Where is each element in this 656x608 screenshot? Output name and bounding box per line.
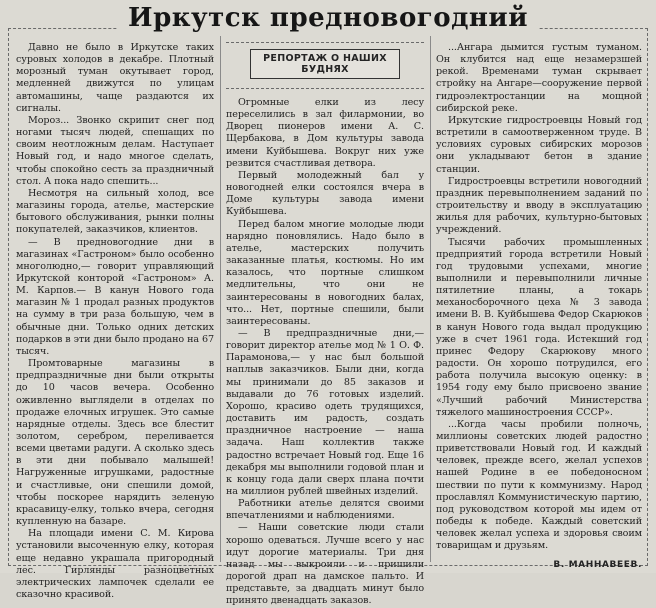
paragraph: ...Ангара дымится густым туманом. Он клубится над еще незамерзшей рекой. Временами туман скрывает стройку на Ангаре—сооружение первой гидроэлектростанции на мощной сибирской реке. [436,42,642,114]
paragraph: Давно не было в Иркутске таких суровых холодов в декабре. Плотный морозный туман окутывает город, медленней движутся по улицам автомашины, чаще раздаются их сигналы. [16,42,214,114]
paragraph: Огромные елки из лесу переселились в зал филармонии, во Дворец пионеров имени А. С. Щербакова, в Дом культуры завода имени Куйбышева. Вокруг них уже резвится счастливая детвора. [226,97,424,169]
column-1 [16,42,214,601]
paragraph: Перед балом многие молодые люди нарядно поновлялись. Надо было в ателье, мастерских получить заказанные платья, костюмы. Но им казалось, что портные слишком медлительны, что они не заинтересованы в новогодних балах, что... Нет, портные спешили, были заинтересованы. [226,218,424,327]
paragraph: Промтоварные магазины в предпраздничные дни были открыты до 10 часов вечера. Особенно оживленно выглядели в отделах по продаже елочных игрушек. Это самые нарядные отделы. Здесь все блестит золотом, серебром, переливается всеми цветами радуги. А сколько здесь в эти дни побывало малышей! Нагруженные игрушками, радостные и счастливые, они спешили домой, чтобы поскорее нарядить зеленую красавицу-елку, только вчера, сегодня купленную на базаре. [16,358,214,528]
column-divider [430,36,431,562]
column-2 [226,42,424,607]
paragraph: Гидростроевцы встретили новогодний праздник перевыполнением заданий по строительству и вводу в эксплуатацию жилья для рабочих, культурно-бытовых учреждений. [436,175,642,236]
paragraph: — Наши советские люди стали хорошо одеваться. Лучше всего у нас идут дорогие материалы. Три дня назад мы выкроили и пришили дорогой драп на дамское пальто. И представьте, за двадцать минут было принято двенадцать заказов. [226,522,424,607]
paragraph: — В предпраздничные дни,— говорит директор ателье мод № 1 О. Ф. Парамонова,— у нас был большой наплыв заказчиков. Были дни, когда мы принимали до 85 заказов и выдавали до 76 готовых изделий. Хорошо, красиво одеть трудящихся, доставить им радость, создать праздничное настроение — наша задача. Наш коллектив также радостно встречает Новый год. Еще 16 декабря мы выполнили годовой план и к концу года дали сверх плана почти на миллион рублей швейных изделий. [226,327,424,497]
author-signature: В. МАННАВЕЕВ. [553,559,642,570]
paragraph: Тысячи рабочих промышленных предприятий города встретили Новый год трудовыми успехами, многие выполнили и перевыполнили личные пятилетние планы, а токарь механосборочного цеха № 3 завода имени В. В. Куйбышева Федор Скарюков в канун Нового года выдал продукцию уже в счет 1961 года. Истекший год принес Федору Скарюкову много радости. Он хорошо потрудился, его работа получила высокую оценку: в 1954 году ему было присвоено звание «Лучший рабочий Министерства тяжелого машиностроения СССР». [436,236,642,418]
rubric-label: РЕПОРТАЖ О НАШИХ БУДНЯХ [250,49,400,79]
paragraph: Первый молодежный бал у новогодней елки состоялся вчера в Доме культуры завода имени Куйбышева. [226,169,424,218]
column-divider [220,36,221,562]
paragraph: Иркутские гидростроевцы Новый год встретили в самоотверженном труде. В условиях суровых сибирских морозов они укладывают бетон в здание станции. [436,114,642,175]
column-3 [436,42,642,570]
paragraph: Несмотря на сильный холод, все магазины города, ателье, мастерские бытового обслуживания, рынки полны покупателей, заказчиков, клиентов. [16,187,214,236]
paragraph: ...Когда часы пробили полночь, миллионы советских людей радостно приветствовали Новый год. И каждый человек, прежде всего, желал успехов нашей Родине в ее победоносном шествии по пути к коммунизму. Народ прославлял Коммунистическую партию, под руководством которой мы идем от победы к победе. Каждый советский человек желал успеха и здоровья своим товарищам и друзьям. [436,418,642,552]
paragraph: Мороз... Звонко скрипит снег под ногами тысяч людей, спешащих по своим неотложным делам. Наступает Новый год, и надо многое сделать, чтобы спокойно сесть за праздничный стол. А пока надо спешить... [16,114,214,187]
headline: Иркутск предновогодний [118,2,538,34]
paragraph: На площади имени С. М. Кирова установили высоченную елку, которая еще недавно украшала пригородный лес. Гирлянды разноцветных электрических лампочек сделали ее сказочно красивой. [16,528,214,601]
paragraph: Работники ателье делятся своими впечатлениями и наблюдениями. [226,498,424,522]
paragraph: — В предновогодние дни в магазинах «Гастроном» было особенно многолюдно,— говорит управляющий Иркутской конторой «Гастроном» А. М. Карпов.— В канун Нового года магазин № 1 продал разных продуктов на сумму в три раза большую, чем в обычные дни. Только одних детских подарков в эти дни было продано на 67 тысяч. [16,236,214,357]
rubric-box [226,42,424,89]
